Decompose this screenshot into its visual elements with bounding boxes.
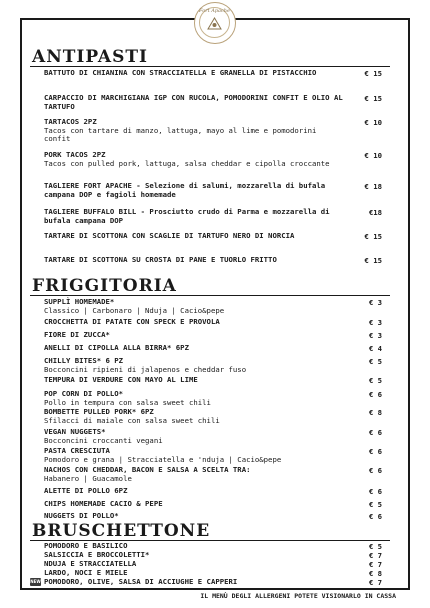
item-description: Sfilacci di maiale con salsa sweet chili (44, 415, 220, 425)
item-price: € 10 (364, 118, 382, 127)
menu-item (44, 512, 382, 521)
menu-item (44, 376, 382, 385)
section-divider (30, 295, 390, 296)
item-price: € 6 (368, 466, 382, 475)
item-name: TARTARE DI SCOTTONA SU CROSTA DI PANE E TUORLO FRITTO (44, 255, 277, 264)
item-price: € 7 (368, 578, 382, 587)
item-name: CARPACCIO DI MARCHIGIANA IGP CON RUCOLA, POMODORINI CONFIT E OLIO AL TARTUFO (44, 93, 343, 111)
item-description: Pollo in tempura con salsa sweet chili (44, 397, 211, 407)
item-price: € 15 (364, 94, 382, 103)
item-price: € 6 (368, 390, 382, 399)
item-price: € 5 (368, 500, 382, 509)
menu-item (44, 182, 382, 199)
menu-item (44, 390, 382, 407)
item-price: € 6 (368, 512, 382, 521)
menu-item (44, 298, 382, 315)
section-title-antipasti: ANTIPASTI (32, 47, 148, 67)
item-price: € 7 (368, 551, 382, 560)
item-description: Habanero | Guacamole (44, 473, 132, 483)
item-description: Tacos con tartare di manzo, lattuga, mayo al lime e pomodorini confit (44, 125, 317, 144)
item-price: € 8 (368, 408, 382, 417)
item-price: € 3 (368, 298, 382, 307)
item-price: € 6 (368, 428, 382, 437)
section-divider (30, 66, 390, 67)
item-price: € 4 (368, 344, 382, 353)
menu-item (44, 208, 382, 225)
menu-item (44, 331, 382, 340)
section-title-bruschettone: BRUSCHETTONE (32, 521, 211, 541)
item-name: POMODORO, OLIVE, SALSA DI ACCIUGHE E CAPPERI (44, 577, 238, 586)
section-title-friggitoria: FRIGGITORIA (32, 276, 177, 296)
item-price: € 5 (368, 376, 382, 385)
item-description: Bocconcini ripieni di jalapenos e cheddar fuso (44, 364, 247, 374)
item-price: € 3 (368, 331, 382, 340)
menu-item (44, 578, 382, 587)
menu-item (44, 466, 382, 483)
item-name: NUGGETS DI POLLO* (44, 511, 119, 520)
item-name: CROCCHETTA DI PATATE CON SPECK E PROVOLA (44, 317, 220, 326)
item-price: € 5 (368, 542, 382, 551)
new-badge: NEW (30, 579, 41, 584)
item-price: € 6 (368, 447, 382, 456)
item-price: €18 (368, 208, 382, 217)
item-name: POMODORO E BASILICO (44, 541, 128, 550)
menu-item (44, 232, 382, 241)
item-price: € 15 (364, 232, 382, 241)
logo-text: Fort Apache (199, 8, 230, 14)
menu-item (44, 447, 382, 464)
menu-item (44, 69, 382, 78)
item-price: € 5 (368, 357, 382, 366)
item-name: SUPPLÌ HOMEMADE* (44, 297, 115, 306)
item-name: BATTUTO DI CHIANINA CON STRACCIATELLA E GRANELLA DI PISTACCHIO (44, 68, 317, 77)
item-name: ANELLI DI CIPOLLA ALLA BIRRA* 6PZ (44, 343, 189, 352)
menu-item (44, 500, 382, 509)
item-description: Tacos con pulled pork, lattuga, salsa cheddar e cipolla croccante (44, 158, 330, 168)
item-price: € 3 (368, 318, 382, 327)
item-name: TEMPURA DI VERDURE CON MAYO AL LIME (44, 375, 198, 384)
menu-item (44, 408, 382, 425)
item-price: € 6 (368, 487, 382, 496)
item-description: Classico | Carbonaro | Nduja | Cacio&pepe (44, 305, 225, 315)
menu-item (44, 118, 382, 144)
item-name: PORK TACOS 2PZ (44, 150, 106, 159)
item-price: € 15 (364, 256, 382, 265)
menu-item (44, 151, 382, 168)
item-name: ALETTE DI POLLO 6PZ (44, 486, 128, 495)
item-name: LARDO, NOCI E MIELE (44, 568, 128, 577)
item-name: PASTA CRESCIUTA (44, 446, 110, 455)
menu-item (44, 428, 382, 445)
item-price: € 15 (364, 69, 382, 78)
menu-item (44, 487, 382, 496)
item-name: POP CORN DI POLLO* (44, 389, 124, 398)
item-name: NACHOS CON CHEDDAR, BACON E SALSA A SCELTA TRA: (44, 465, 251, 474)
item-name: TARTARE DI SCOTTONA CON SCAGLIE DI TARTUFO NERO DI NORCIA (44, 231, 295, 240)
item-name: TARTACOS 2PZ (44, 117, 97, 126)
item-name: TAGLIERE FORT APACHE - Selezione di salumi, mozzarella di bufala campana DOP e fagioli homemade (44, 181, 326, 199)
item-name: NDUJA E STRACCIATELLA (44, 559, 137, 568)
item-name: FIORE DI ZUCCA* (44, 330, 110, 339)
item-description: Pomodoro e grana | Stracciatella e 'nduja | Cacio&pepe (44, 454, 282, 464)
item-name: VEGAN NUGGETS* (44, 427, 106, 436)
menu-item (44, 256, 382, 265)
item-price: € 18 (364, 182, 382, 191)
logo-emblem-icon (207, 17, 222, 30)
item-price: € 8 (368, 569, 382, 578)
allergen-footer-note: IL MENÙ DEGLI ALLERGENI POTETE VISIONARLO IN CASSA (200, 592, 396, 600)
item-name: CHIPS HOMEMADE CACIO & PEPE (44, 499, 163, 508)
item-description: Bocconcini croccanti vegani (44, 435, 163, 445)
item-name: BOMBETTE PULLED PORK* 6PZ (44, 407, 154, 416)
item-price: € 7 (368, 560, 382, 569)
item-price: € 10 (364, 151, 382, 160)
item-name: SALSICCIA E BROCCOLETTI* (44, 550, 150, 559)
menu-item (44, 94, 382, 111)
menu-item (44, 318, 382, 327)
restaurant-logo (194, 2, 236, 44)
menu-item (44, 357, 382, 374)
menu-item (44, 344, 382, 353)
item-name: TAGLIERE BUFFALO BILL - Prosciutto crudo di Parma e mozzarella di bufala campana DOP (44, 207, 330, 225)
item-name: CHILLY BITES* 6 PZ (44, 356, 124, 365)
